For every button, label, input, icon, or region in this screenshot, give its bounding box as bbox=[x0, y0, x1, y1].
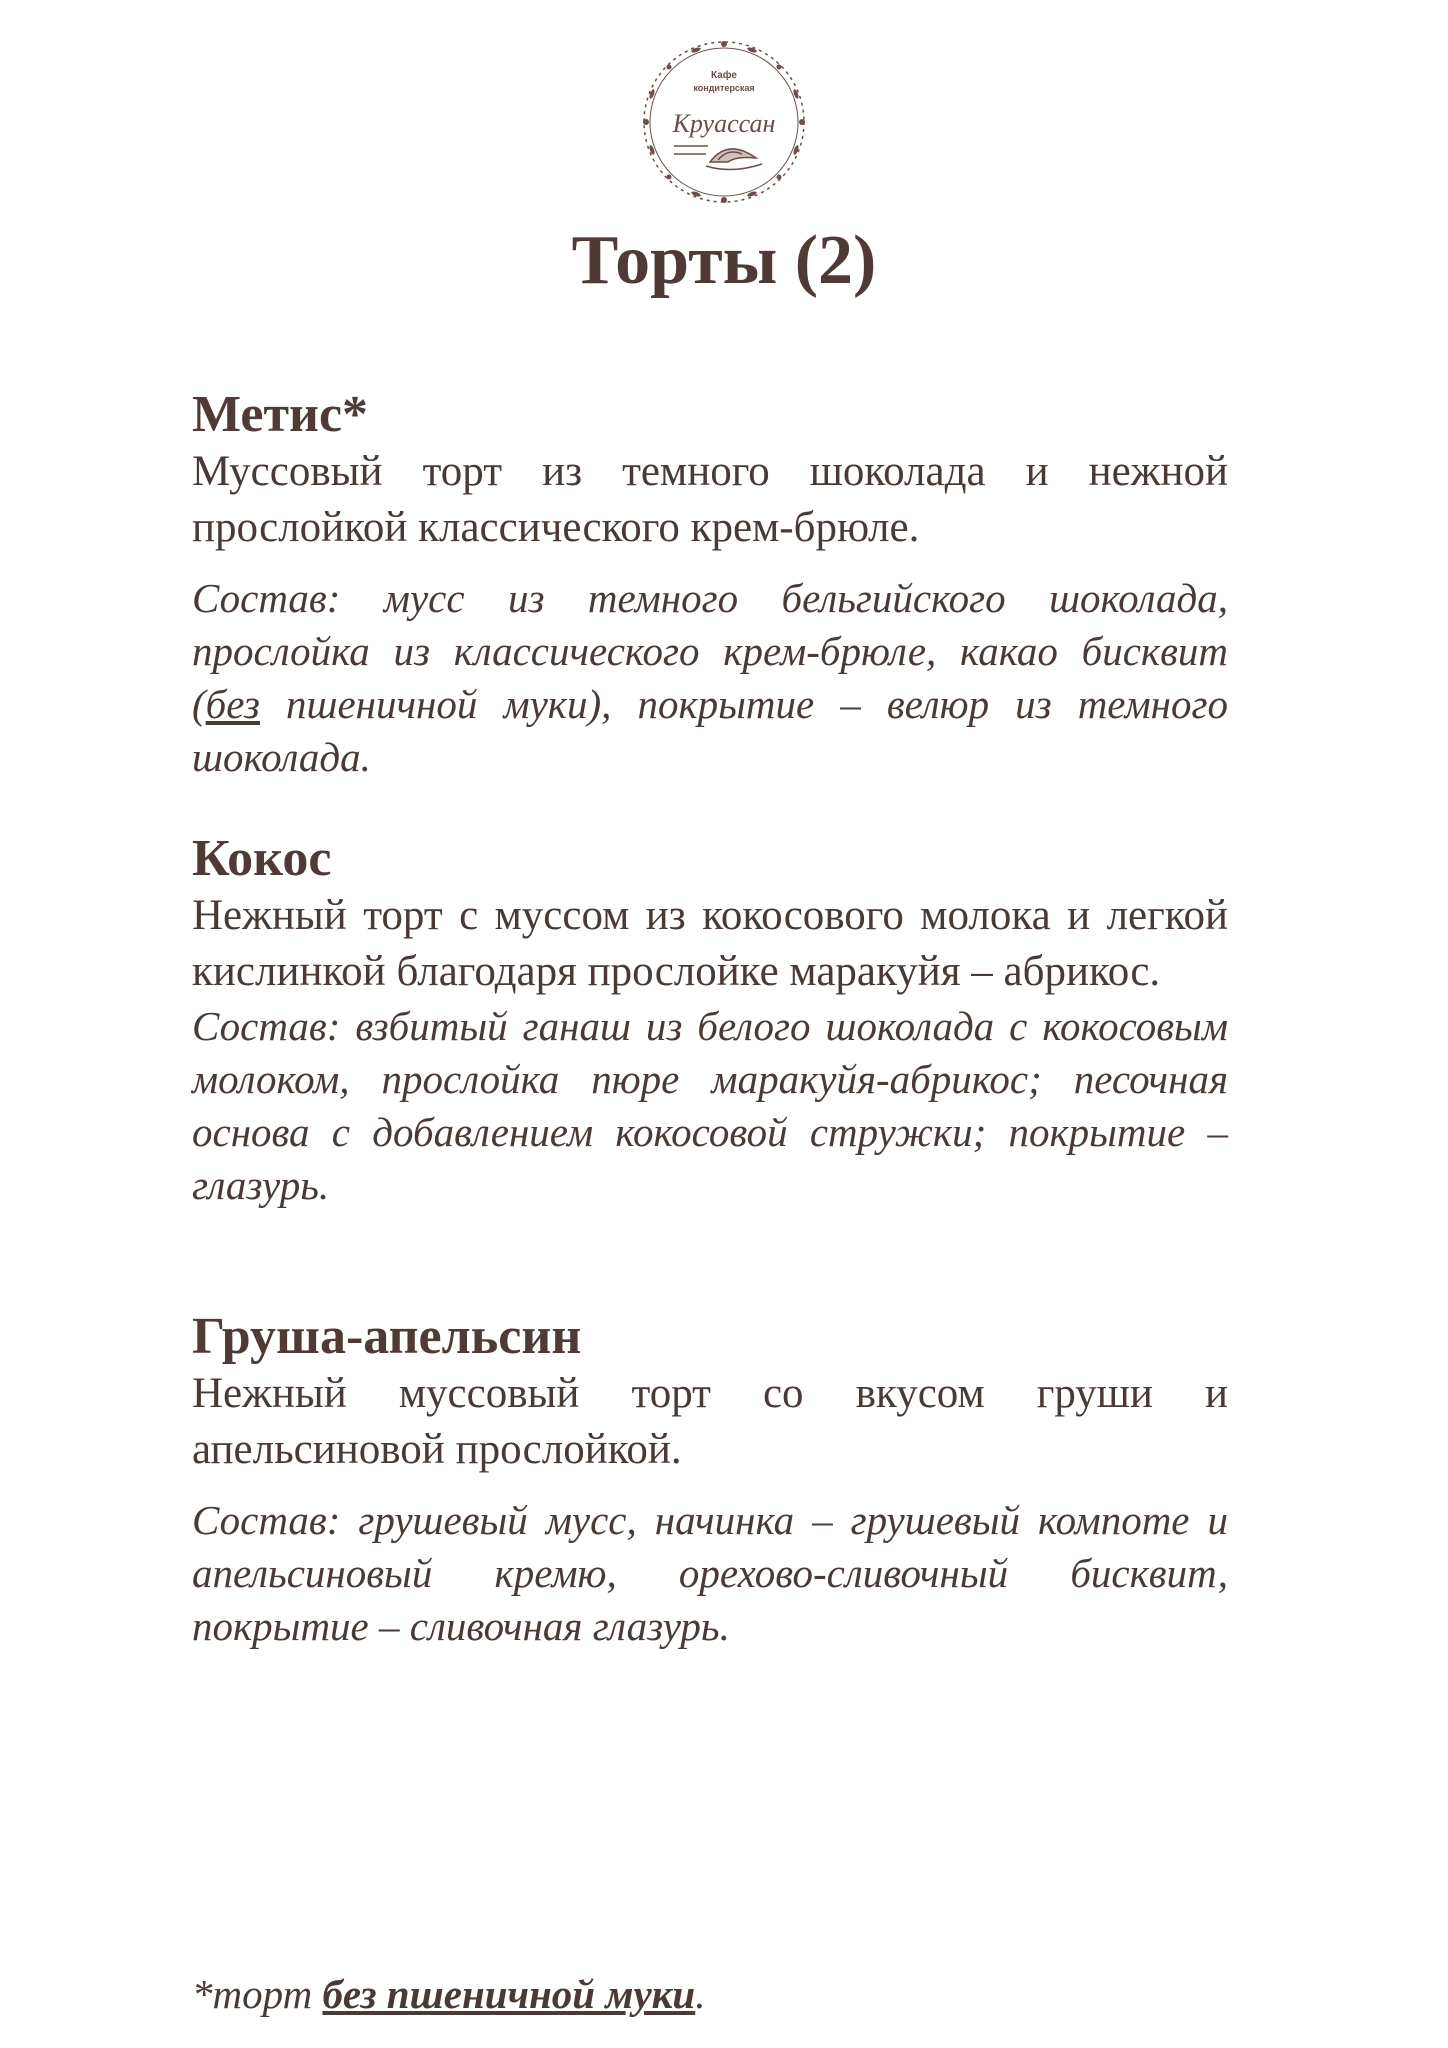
item-name: Кокос bbox=[192, 830, 332, 887]
menu-item-metis bbox=[192, 386, 1228, 784]
item-composition bbox=[192, 572, 1228, 784]
composition-text: Состав: мусс из темного бельгийского шоколада, прослойка из классического крем-брюле, какао бисквит ( bbox=[192, 575, 1228, 728]
composition-text-end: пшеничной муки), покрытие – велюр из темного шоколада. bbox=[192, 681, 1228, 781]
menu-item-kokos bbox=[192, 830, 1228, 1212]
composition-underlined: без bbox=[205, 681, 260, 728]
croissant-icon bbox=[674, 146, 762, 170]
footnote-emphasis: без пшеничной муки bbox=[322, 1971, 696, 2017]
cafe-logo bbox=[636, 34, 812, 210]
footnote-prefix: *торт bbox=[192, 1971, 323, 2017]
item-description: Нежный муссовый торт со вкусом груши и апельсиновой прослойкой. bbox=[192, 1370, 1228, 1474]
logo-seal bbox=[636, 34, 812, 210]
page-title: Торты (2) bbox=[571, 222, 877, 299]
menu-item-grusha-apelsin bbox=[192, 1308, 1228, 1653]
item-composition: Состав: грушевый мусс, начинка – грушевый компоте и апельсиновый кремю, орехово-сливочный бисквит, покрытие – сливочная глазурь. bbox=[192, 1497, 1228, 1650]
item-name: Груша-апельсин bbox=[192, 1308, 582, 1365]
item-name: Метис* bbox=[192, 386, 369, 443]
footnote bbox=[192, 1970, 705, 2018]
item-description: Муссовый торт из темного шоколада и нежной прослойкой классического крем-брюле. bbox=[192, 448, 1228, 552]
logo-name: Круассан bbox=[672, 109, 776, 138]
item-composition: Состав: взбитый ганаш из белого шоколада с кокосовым молоком, прослойка пюре маракуйя-абрикос; песочная основа с добавлением кокосовой стружки; покрытие – глазурь. bbox=[192, 1003, 1228, 1209]
logo-top-text: Кафе bbox=[711, 70, 737, 81]
logo-sub-text: кондитерская bbox=[693, 83, 755, 93]
footnote-suffix: . bbox=[695, 1971, 706, 2017]
item-description: Нежный торт с муссом из кокосового молока и легкой кислинкой благодаря прослойке маракуйя – абрикос. bbox=[192, 892, 1228, 996]
